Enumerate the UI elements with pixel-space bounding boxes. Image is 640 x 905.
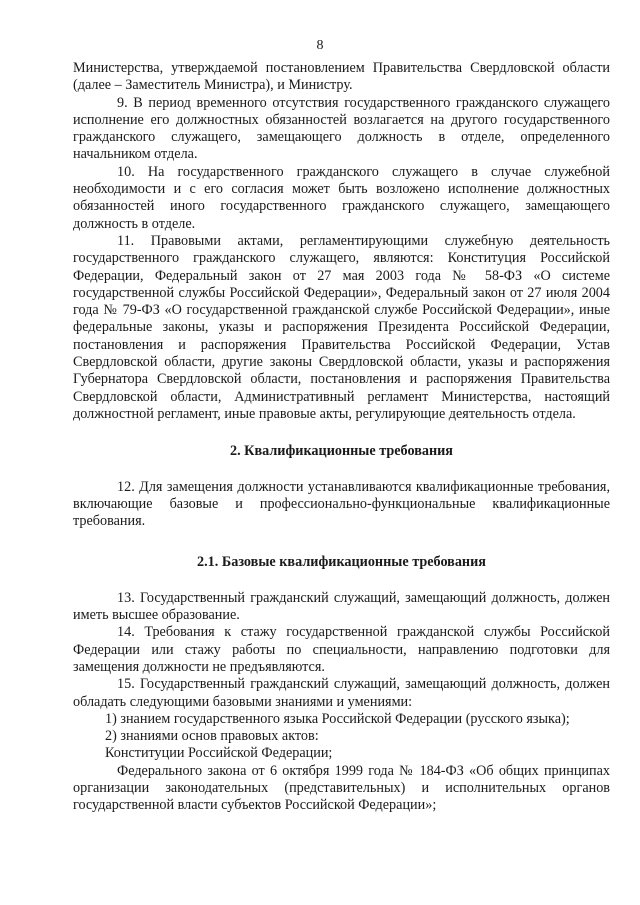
paragraph-11: 11. Правовыми актами, регламентирующими служебную деятельность государственного гражданского служащего, являются: Конституция Российской Федерации, Федеральный закон от 27 мая 2003 года № 58-ФЗ «О системе государственной службы Российской Федерации», Федеральный закон от 27 июля 2004 года № 79-ФЗ «О государственной гражданской службе Российской Федерации», иные федеральные законы, указы и распоряжения Президента Российской Федерации, постановления и распоряжения Правительства Российской Федерации, Устав Свердловской области, другие законы Свердловской области, указы и распоряжения Губернатора Свердловской области, постановления и распоряжения Правительства Свердловской области, Административный регламент Министерства, настоящий должностной регламент, иные правовые акты, регулирующие деятельность отдела. xyxy=(73,232,610,422)
section-heading-2-1: 2.1. Базовые квалификационные требования xyxy=(197,554,486,571)
paragraph-continued: Министерства, утверждаемой постановлением Правительства Свердловской области (далее – Заместитель Министра), и Министру. xyxy=(73,60,610,94)
document-body xyxy=(73,60,610,815)
list-item-2-constitution: Конституции Российской Федерации; xyxy=(105,745,333,762)
paragraph-9: 9. В период временного отсутствия государственного гражданского служащего исполнение его должностных обязанностей возлагается на другого государственного гражданского служащего, замещающего должность в отделе, определенного начальником отдела. xyxy=(73,94,610,163)
list-item-2: 2) знаниями основ правовых актов: xyxy=(105,728,319,745)
page-number: 8 xyxy=(316,38,324,53)
paragraph-10: 10. На государственного гражданского служащего в случае служебной необходимости и с его согласия может быть возложено исполнение должностных обязанностей иного государственного гражданского служащего, замещающего должность в отделе. xyxy=(73,163,610,232)
paragraph-13: 13. Государственный гражданский служащий, замещающий должность, должен иметь высшее образование. xyxy=(73,589,610,624)
paragraph-14: 14. Требования к стажу государственной гражданской службы Российской Федерации или стажу работы по специальности, направлению подготовки для замещения должности не предъявляются. xyxy=(73,624,610,675)
paragraph-12: 12. Для замещения должности устанавливаются квалификационные требования, включающие базовые и профессионально-функциональные квалификационные требования. xyxy=(73,478,610,530)
list-item-1: 1) знанием государственного языка Российской Федерации (русского языка); xyxy=(105,710,570,727)
section-heading-2: 2. Квалификационные требования xyxy=(229,443,453,460)
list-item-2-federal-law: Федерального закона от 6 октября 1999 года № 184-ФЗ «Об общих принципах организации законодательных (представительных) и исполнительных органов государственной власти субъектов Российской Федерации»; xyxy=(73,762,610,814)
paragraph-15: 15. Государственный гражданский служащий, замещающий должность, должен обладать следующими базовыми знаниями и умениями: xyxy=(73,676,610,710)
